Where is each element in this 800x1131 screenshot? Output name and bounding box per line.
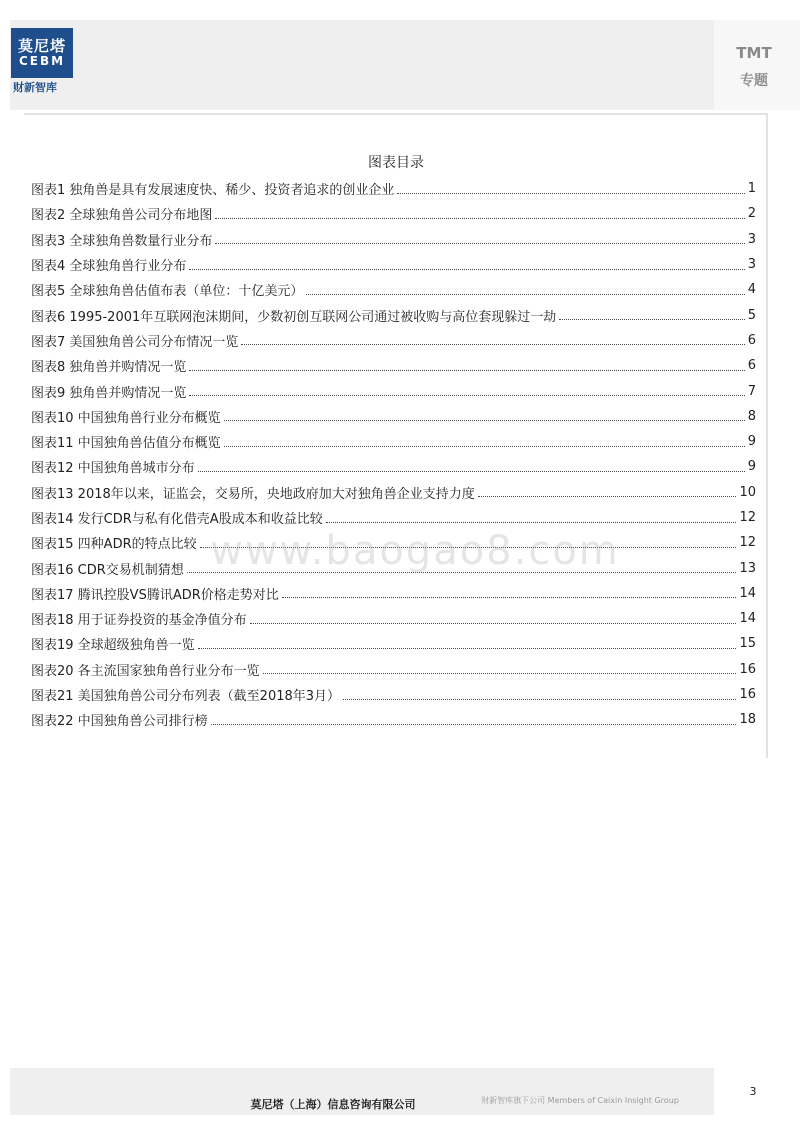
table-of-figures: [31, 176, 756, 733]
toc-entry[interactable]: [31, 227, 756, 252]
toc-entry-page: 12: [739, 535, 756, 551]
toc-entry[interactable]: [31, 176, 756, 201]
logo-english-name: CEBM: [18, 53, 66, 68]
top-divider: [24, 113, 768, 115]
toc-entry-label: 图表19 全球超级独角兽一览: [31, 638, 195, 654]
toc-entry-page: 14: [739, 585, 756, 601]
toc-entry-label: 图表2 全球独角兽公司分布地图: [31, 208, 213, 224]
right-divider: [766, 113, 768, 758]
toc-entry[interactable]: [31, 201, 756, 226]
toc-leader-dots: [397, 192, 744, 194]
toc-entry[interactable]: [31, 682, 756, 707]
toc-leader-dots: [198, 647, 737, 649]
toc-entry-page: 16: [739, 661, 756, 677]
toc-entry[interactable]: [31, 429, 756, 454]
toc-entry[interactable]: [31, 707, 756, 732]
toc-leader-dots: [189, 369, 744, 371]
toc-entry-label: 图表10 中国独角兽行业分布概览: [31, 410, 221, 426]
toc-entry-label: 图表16 CDR交易机制猜想: [31, 562, 184, 578]
toc-entry[interactable]: [31, 631, 756, 656]
toc-entry-label: 图表5 全球独角兽估值布表（单位：十亿美元）: [31, 284, 304, 300]
toc-entry-label: 图表9 独角兽并购情况一览: [31, 385, 187, 401]
toc-entry[interactable]: [31, 657, 756, 682]
toc-entry-page: 15: [739, 636, 756, 652]
toc-entry[interactable]: [31, 404, 756, 429]
toc-entry-label: 图表17 腾讯控股VS腾讯ADR价格走势对比: [31, 587, 279, 603]
toc-entry[interactable]: [31, 480, 756, 505]
toc-entry-page: 16: [739, 687, 756, 703]
toc-entry-page: 18: [739, 712, 756, 728]
toc-entry-page: 3: [747, 257, 756, 273]
toc-entry[interactable]: [31, 581, 756, 606]
toc-entry[interactable]: [31, 378, 756, 403]
toc-entry[interactable]: [31, 353, 756, 378]
toc-entry-page: 14: [739, 611, 756, 627]
toc-entry-page: 4: [747, 282, 756, 298]
toc-leader-dots: [241, 343, 744, 345]
page-number: 3: [749, 1085, 757, 1098]
toc-leader-dots: [215, 217, 744, 219]
toc-entry-page: 8: [747, 408, 756, 424]
toc-leader-dots: [343, 698, 736, 700]
toc-leader-dots: [306, 293, 744, 295]
toc-entry-label: 图表8 独角兽并购情况一览: [31, 360, 187, 376]
toc-leader-dots: [198, 470, 745, 472]
toc-entry-label: 图表13 2018年以来，证监会，交易所，央地政府加大对独角兽企业支持力度: [31, 486, 475, 502]
toc-entry[interactable]: [31, 328, 756, 353]
footer-member-note: 财新智库旗下公司 Members of Caixin Insight Group: [481, 1096, 679, 1105]
toc-entry-label: 图表14 发行CDR与私有化借壳A股成本和收益比较: [31, 512, 323, 527]
toc-leader-dots: [282, 596, 737, 598]
toc-entry-page: 5: [747, 307, 756, 323]
toc-entry-label: 图表20 各主流国家独角兽行业分布一览: [31, 663, 260, 679]
toc-entry-label: 图表1 独角兽是具有发展速度快、稀少、投资者追求的创业企业: [31, 183, 395, 199]
toc-entry-label: 图表7 美国独角兽公司分布情况一览: [31, 334, 239, 350]
toc-entry-page: 9: [747, 434, 756, 450]
toc-leader-dots: [559, 318, 744, 320]
header-bar: [10, 20, 714, 110]
toc-leader-dots: [215, 242, 744, 244]
toc-entry[interactable]: [31, 606, 756, 631]
toc-entry-label: 图表12 中国独角兽城市分布: [31, 461, 195, 477]
toc-entry-page: 7: [747, 383, 756, 399]
toc-leader-dots: [478, 495, 737, 497]
footer-company-name: 莫尼塔（上海）信息咨询有限公司: [250, 1098, 416, 1111]
header-tag-panel: [714, 20, 800, 110]
toc-entry-page: 2: [747, 206, 756, 222]
toc-leader-dots: [224, 419, 745, 421]
topic-tag-tmt: TMT: [736, 44, 772, 62]
toc-entry[interactable]: [31, 505, 756, 530]
toc-entry[interactable]: [31, 454, 756, 479]
toc-leader-dots: [211, 723, 737, 725]
toc-entry-label: 图表21 美国独角兽公司分布列表（截至2018年3月）: [31, 689, 341, 705]
logo-badge: [11, 28, 73, 78]
toc-entry-label: 图表4 全球独角兽行业分布: [31, 259, 187, 275]
toc-entry-page: 12: [739, 510, 756, 525]
toc-leader-dots: [326, 521, 737, 523]
toc-leader-dots: [224, 445, 745, 447]
toc-entry-label: 图表18 用于证券投资的基金净值分布: [31, 613, 247, 629]
toc-leader-dots: [263, 672, 737, 674]
toc-entry-label: 图表15 四种ADR的特点比较: [31, 537, 197, 553]
toc-leader-dots: [189, 394, 744, 396]
toc-entry-page: 6: [747, 358, 756, 374]
toc-leader-dots: [189, 268, 744, 270]
toc-entry-page: 1: [747, 181, 756, 197]
toc-title: 图表目录: [368, 155, 424, 171]
toc-entry-page: 6: [747, 332, 756, 348]
watermark: www.baogao8.com: [210, 528, 620, 574]
toc-entry-label: 图表22 中国独角兽公司排行榜: [31, 714, 208, 730]
toc-entry-label: 图表11 中国独角兽估值分布概览: [31, 436, 221, 452]
toc-entry[interactable]: [31, 302, 756, 327]
toc-entry-label: 图表6 1995-2001年互联网泡沫期间，少数初创互联网公司通过被收购与高位套现躲过一劫: [31, 309, 557, 325]
toc-entry[interactable]: [31, 277, 756, 302]
logo-chinese-name: 莫尼塔: [17, 37, 66, 56]
toc-entry-page: 9: [747, 459, 756, 475]
toc-leader-dots: [250, 622, 737, 624]
topic-tag-label: 专题: [740, 73, 768, 89]
toc-entry-page: 13: [739, 560, 756, 576]
toc-entry-page: 3: [747, 231, 756, 247]
toc-entry-label: 图表3 全球独角兽数量行业分布: [31, 233, 213, 249]
cebm-logo: [11, 28, 73, 100]
toc-entry[interactable]: [31, 252, 756, 277]
logo-subtitle: 财新智库: [11, 78, 73, 98]
toc-entry-page: 10: [739, 484, 756, 500]
